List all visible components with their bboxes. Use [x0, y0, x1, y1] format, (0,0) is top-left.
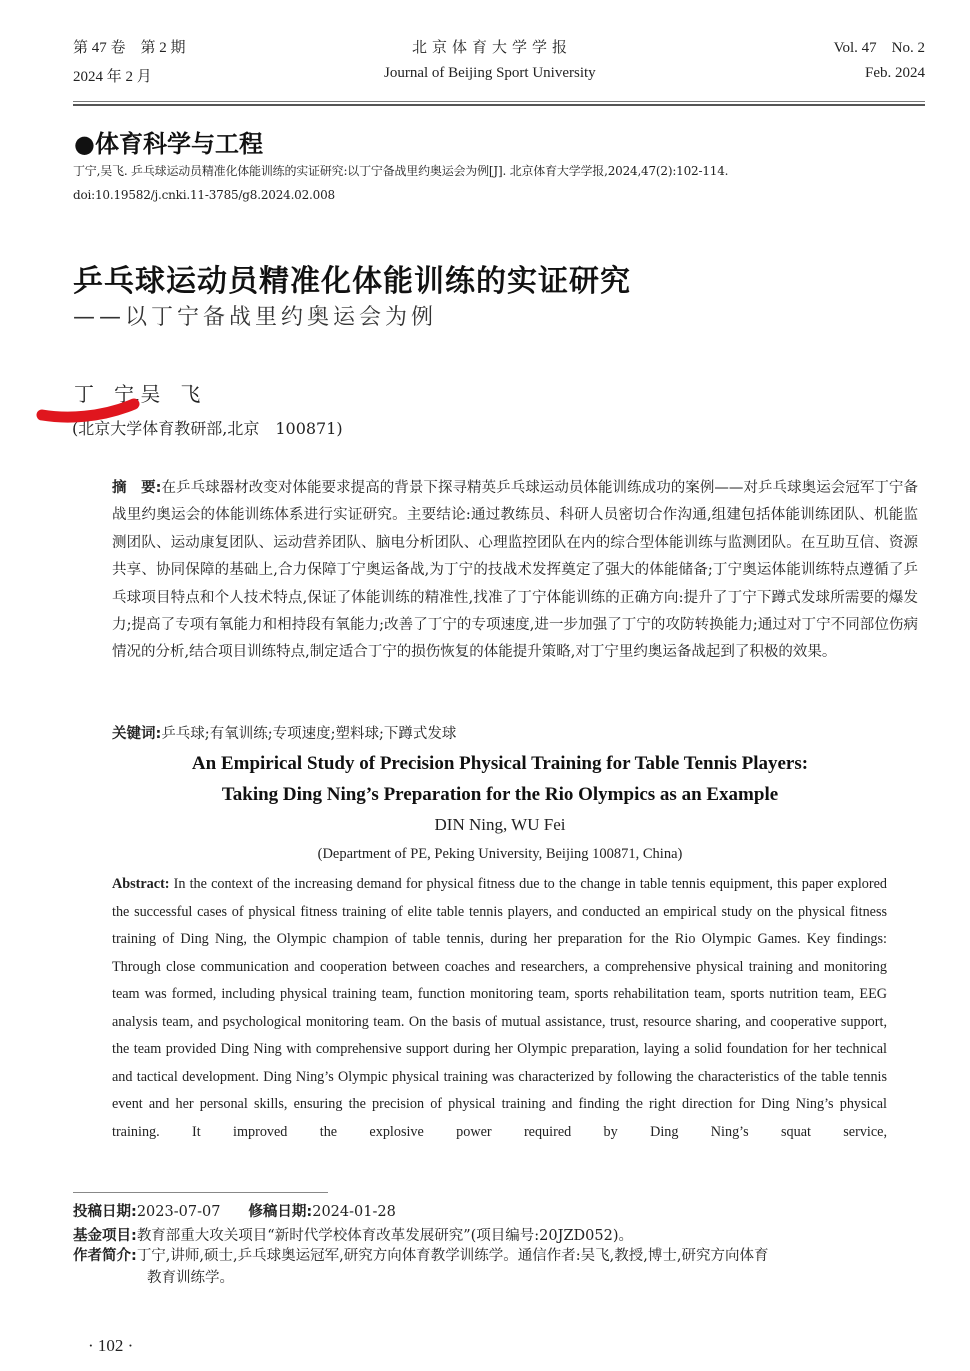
abstract-en-label: Abstract:: [112, 876, 170, 892]
header-rule-top: [73, 101, 925, 102]
footnote-dates: [73, 1200, 396, 1221]
abstract-en-text: In the context of the increasing demand for physical fitness due to the change in table tennis equipment, this paper explored the successful cases of physical fitness training of elite table tennis players, and conducted an empirical study on the physical fitness training of Ding Ning, the Olympic champion of table tennis, during her preparation for the Rio Olympic Games. Key findings: Through close communication and cooperation between coaches and researchers, a comprehensive physical training and monitoring team was formed, including physical training team, function monitoring team, sports rehabilitation team, sports nutrition team, EEG analysis team, and psychological monitoring team. On the basis of mutual assistance, trust, resource sharing, and cooperative support, the team provided Ding Ning with comprehensive support during her Olympic preparation, laying a solid foundation for her technical and tactical development. Ding Ning’s Olympic physical training was characterized by following the characteristics of the table tennis event and her personal skills, ensuring the precision of physical training and finding the right direction for Ding Ning’s physical training. It improved the explosive power required by Ding Ning’s squat service,: [112, 876, 887, 1140]
received-label: 投稿日期:: [73, 1204, 137, 1220]
abstract-en: [112, 871, 887, 1146]
header-date-en: Feb. 2024: [865, 65, 925, 81]
header-journal-en: Journal of Beijing Sport University: [384, 65, 596, 81]
fund-label: 基金项目:: [73, 1228, 137, 1244]
page-subtitle-cn: ——以丁宁备战里约奥运会为例: [73, 305, 438, 330]
header-rule-bottom: [73, 104, 925, 106]
abstract-cn: [112, 475, 918, 667]
page-title-cn: 乒乓球运动员精准化体能训练的实证研究: [73, 264, 631, 299]
bio-text-line1: 丁宁,讲师,硕士,乒乓球奥运冠军,研究方向体育教学训练学。通信作者:吴飞,教授,博士,研究方向体育: [136, 1248, 769, 1264]
header-journal-cn: 北京体育大学学报: [412, 38, 573, 56]
bio-text-line2: 教育训练学。: [147, 1270, 234, 1286]
citation-reference: 丁宁,吴飞. 乒乓球运动员精准化体能训练的实证研究:以丁宁备战里约奥运会为例[J]. 北京体育大学学报,2024,47(2):102-114.: [73, 164, 729, 178]
abstract-cn-text: 在乒乓球器材改变对体能要求提高的背景下探寻精英乒乓球运动员体能训练成功的案例——对乒乓球奥运会冠军丁宁备战里约奥运会的体能训练体系进行实证研究。主要结论:通过教练员、科研人员密切合作沟通,组建包括体能训练团队、机能监测团队、运动康复团队、运动营养团队、脑电分析团队、心理监控团队在内的综合型体能训练与监测团队。在互助互信、资源共享、协同保障的基础上,合力保障丁宁奥运备战,为丁宁的技战术发挥奠定了强大的体能储备;丁宁奥运体能训练特点遵循了乒乓球项目特点和个人技术特点,保证了体能训练的精准性,找准了丁宁体能训练的正确方向:提升了丁宁下蹲式发球所需要的爆发力;提高了专项有氧能力和相持段有氧能力;改善了丁宁的专项速度,进一步加强了丁宁的攻防转换能力;通过对丁宁不同部位伤病情况的分析,结合项目训练特点,制定适合丁宁的损伤恢复的体能提升策略,对丁宁里约奥运备战起到了积极的效果。: [112, 480, 918, 661]
revised-label: 修稿日期:: [248, 1204, 313, 1220]
keywords-cn-text: 乒乓球;有氧训练;专项速度;塑料球;下蹲式发球: [161, 726, 457, 742]
header-volume-issue-cn: 第 47 卷 第 2 期: [73, 40, 186, 56]
footnote-author-bio: [73, 1245, 933, 1289]
revised-date: 2024-01-28: [312, 1204, 396, 1220]
page-number: · 102 ·: [88, 1336, 134, 1355]
title-en-line1: An Empirical Study of Precision Physical Training for Table Tennis Players:: [191, 753, 809, 774]
header-date-cn: 2024 年 2 月: [73, 69, 152, 85]
fund-text: 教育部重大攻关项目“新时代学校体育改革发展研究”(项目编号:20JZD052)。: [136, 1228, 633, 1244]
red-highlight-stroke-annotation: [36, 398, 141, 424]
footnote-fund: [73, 1224, 633, 1245]
header-volume-issue-en: Vol. 47 No. 2: [833, 40, 925, 56]
citation-doi[interactable]: doi:10.19582/j.cnki.11-3785/g8.2024.02.008: [73, 188, 335, 202]
keywords-cn-label: 关键词:: [112, 726, 162, 742]
authors-cn: 丁 宁,吴 飞: [74, 382, 201, 406]
section-heading: ●体育科学与工程: [74, 130, 263, 158]
affiliation-en: (Department of PE, Peking University, Beijing 100871, China): [317, 846, 683, 862]
abstract-cn-label: 摘 要:: [112, 480, 162, 496]
authors-en: DIN Ning, WU Fei: [434, 815, 566, 834]
title-en-line2: Taking Ding Ning’s Preparation for the Rio Olympics as an Example: [221, 784, 779, 805]
bio-label: 作者简介:: [73, 1248, 137, 1264]
affiliation-cn: (北京大学体育教研部,北京 100871): [72, 419, 343, 438]
footnote-rule: [73, 1192, 328, 1193]
received-date: 2023-07-07: [136, 1204, 221, 1220]
keywords-cn: [112, 722, 456, 743]
